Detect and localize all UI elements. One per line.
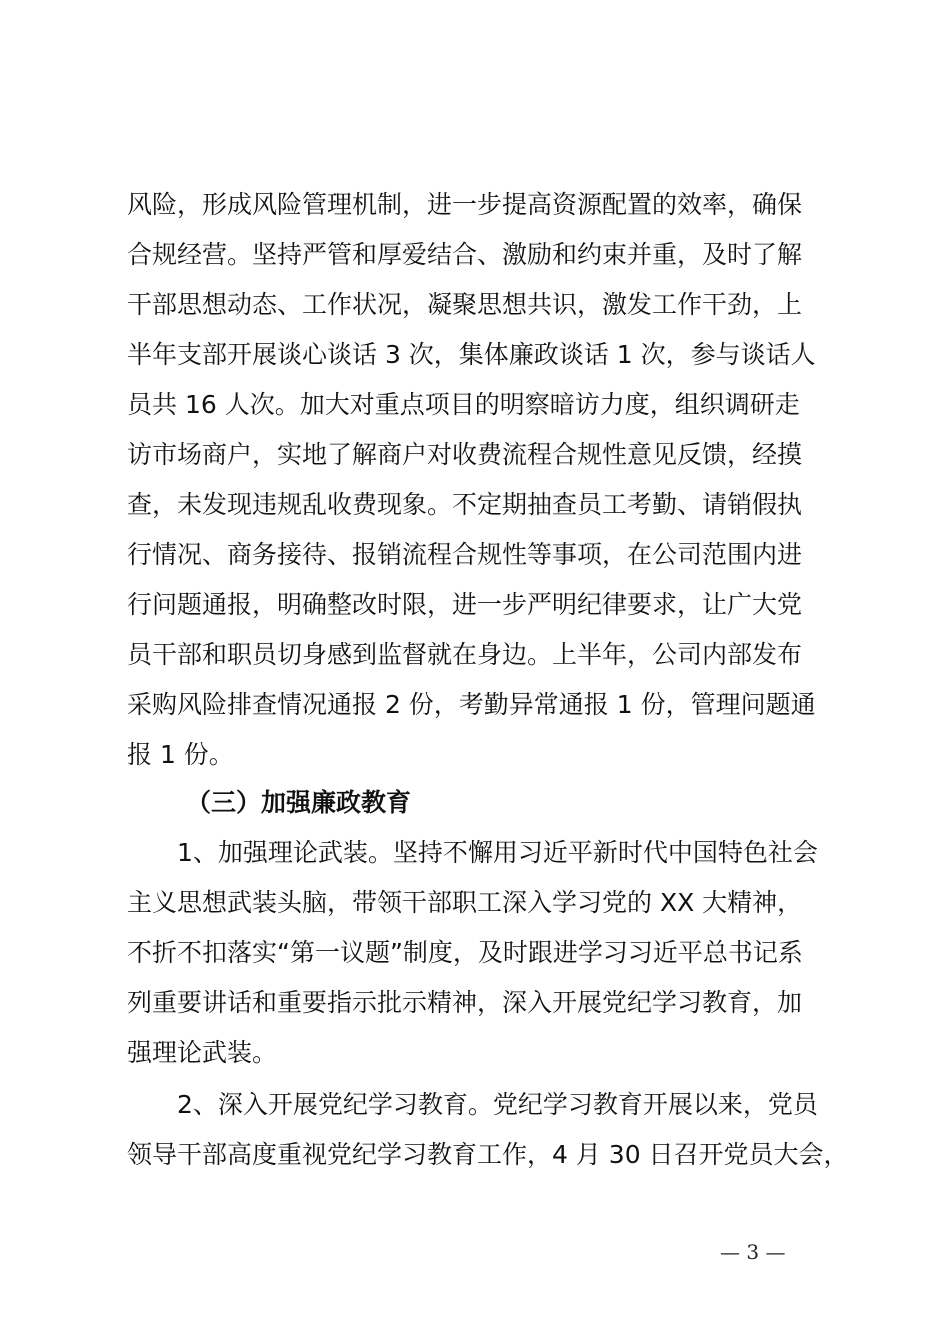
section-heading: （三）加强廉政教育 <box>186 788 412 817</box>
body-text-line: 领导干部高度重视党纪学习教育工作，4 月 30 日召开党员大会， <box>127 1140 849 1169</box>
body-text-line: 采购风险排查情况通报 2 份，考勤异常通报 1 份，管理问题通 <box>127 690 816 719</box>
body-text-line: 查，未发现违规乱收费现象。不定期抽查员工考勤、请销假执 <box>127 490 803 519</box>
body-text-line: 访市场商户，实地了解商户对收费流程合规性意见反馈，经摸 <box>127 440 803 469</box>
page-number: — 3 — <box>720 1240 786 1264</box>
paragraph-first-line: 1、加强理论武装。坚持不懈用习近平新时代中国特色社会 <box>177 838 818 867</box>
body-text-line: 强理论武装。 <box>127 1038 278 1067</box>
body-text-line: 主义思想武装头脑，带领干部职工深入学习党的 XX 大精神， <box>127 888 803 917</box>
body-text-line: 列重要讲话和重要指示批示精神，深入开展党纪学习教育，加 <box>127 988 803 1017</box>
paragraph-first-line: 2、深入开展党纪学习教育。党纪学习教育开展以来，党员 <box>177 1090 818 1119</box>
body-text-line: 干部思想动态、工作状况，凝聚思想共识，激发工作干劲，上 <box>127 290 803 319</box>
body-text-line: 合规经营。坚持严管和厚爱结合、激励和约束并重，及时了解 <box>127 240 803 269</box>
body-text-line: 不折不扣落实“第一议题”制度，及时跟进学习习近平总书记系 <box>127 938 803 967</box>
body-text-line: 半年支部开展谈心谈话 3 次，集体廉政谈话 1 次，参与谈话人 <box>127 340 816 369</box>
body-text-line: 行问题通报，明确整改时限，进一步严明纪律要求，让广大党 <box>127 590 803 619</box>
body-text-line: 员共 16 人次。加大对重点项目的明察暗访力度，组织调研走 <box>127 390 800 419</box>
body-text-line: 风险，形成风险管理机制，进一步提高资源配置的效率，确保 <box>127 190 803 219</box>
body-text-line: 员干部和职员切身感到监督就在身边。上半年，公司内部发布 <box>127 640 803 669</box>
body-text-line: 行情况、商务接待、报销流程合规性等事项，在公司范围内进 <box>127 540 803 569</box>
body-text-line: 报 1 份。 <box>127 740 234 769</box>
